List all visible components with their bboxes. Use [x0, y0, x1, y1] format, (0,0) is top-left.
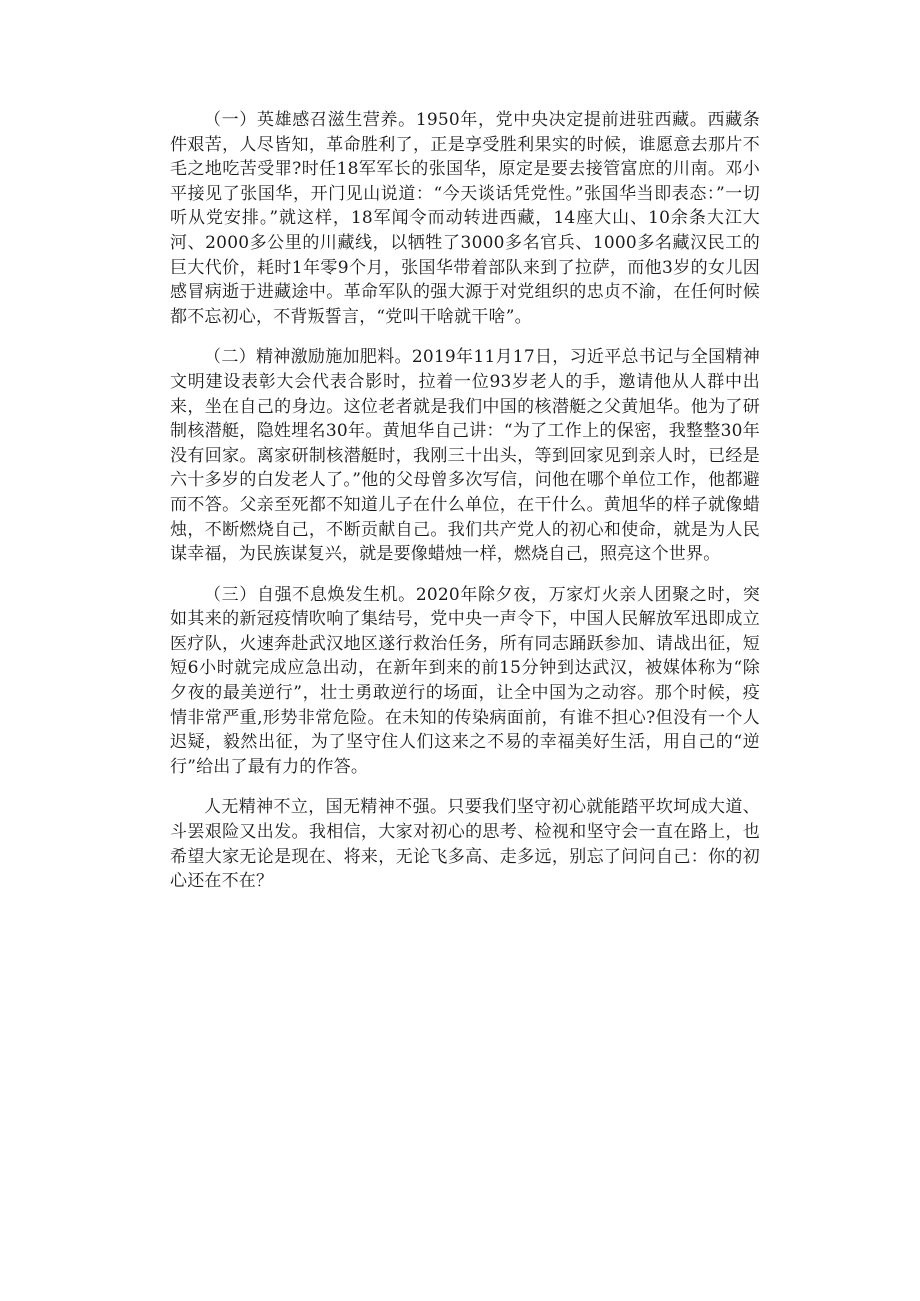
paragraph-heroes: （一）英雄感召滋生营养。1950年，党中央决定提前进驻西藏。西藏条件艰苦，人尽皆知，革命胜利了，正是享受胜利果实的时候，谁愿意去那片不毛之地吃苦受罪?时任18军军长的张国华，原定是要去接管富庶的川南。邓小平接见了张国华，开门见山说道：“今天谈话凭党性。”张国华当即表态：”一切听从党安排。”就这样，18军闻令而动转进西藏，14座大山、10余条大江大河、2000多公里的川藏线，以牺牲了3000多名官兵、1000多名藏汉民工的巨大代价，耗时1年零9个月，张国华带着部队来到了拉萨，而他3岁的女儿因感冒病逝于进藏途中。革命军队的强大源于对党组织的忠贞不渝，在任何时候都不忘初心，不背叛誓言，“党叫干啥就干啥”。	[170, 110, 760, 327]
paragraph-self-reliance: （三）自强不息焕发生机。2020年除夕夜，万家灯火亲人团聚之时，突如其来的新冠疫情吹响了集结号，党中央一声令下，中国人民解放军迅即成立医疗队，火速奔赴武汉地区遂行救治任务，所有同志踊跃参加、请战出征，短短6小时就完成应急出动，在新年到来的前15分钟到达武汉，被媒体称为“除夕夜的最美逆行”，壮士勇敢逆行的场面，让全中国为之动容。那个时候，疫情非常严重,形势非常危险。在未知的传染病面前，有谁不担心?但没有一个人迟疑，毅然出征，为了坚守住人们这来之不易的幸福美好生活，用自己的“逆行”给出了最有力的作答。	[170, 584, 760, 777]
paragraph-conclusion: 人无精神不立，国无精神不强。只要我们坚守初心就能踏平坎坷成大道、斗罢艰险又出发。我相信，大家对初心的思考、检视和坚守会一直在路上，也希望大家无论是现在、将来，无论飞多高、走多远，别忘了问问自己：你的初心还在不在？	[170, 797, 760, 892]
document-body	[170, 108, 760, 910]
paragraph-spirit: （二）精神激励施加肥料。2019年11月17日，习近平总书记与全国精神文明建设表彰大会代表合影时，拉着一位93岁老人的手，邀请他从人群中出来，坐在自己的身边。这位老者就是我们中国的核潜艇之父黄旭华。他为了研制核潜艇，隐姓埋名30年。黄旭华自己讲：“为了工作上的保密，我整整30年没有回家。离家研制核潜艇时，我刚三十出头，等到回家见到亲人时，已经是六十多岁的白发老人了。”他的父母曾多次写信，问他在哪个单位工作，他都避而不答。父亲至死都不知道儿子在什么单位，在干什么。黄旭华的样子就像蜡烛，不断燃烧自己，不断贡献自己。我们共产党人的初心和使命，就是为人民谋幸福，为民族谋复兴，就是要像蜡烛一样，燃烧自己，照亮这个世界。	[170, 347, 760, 565]
